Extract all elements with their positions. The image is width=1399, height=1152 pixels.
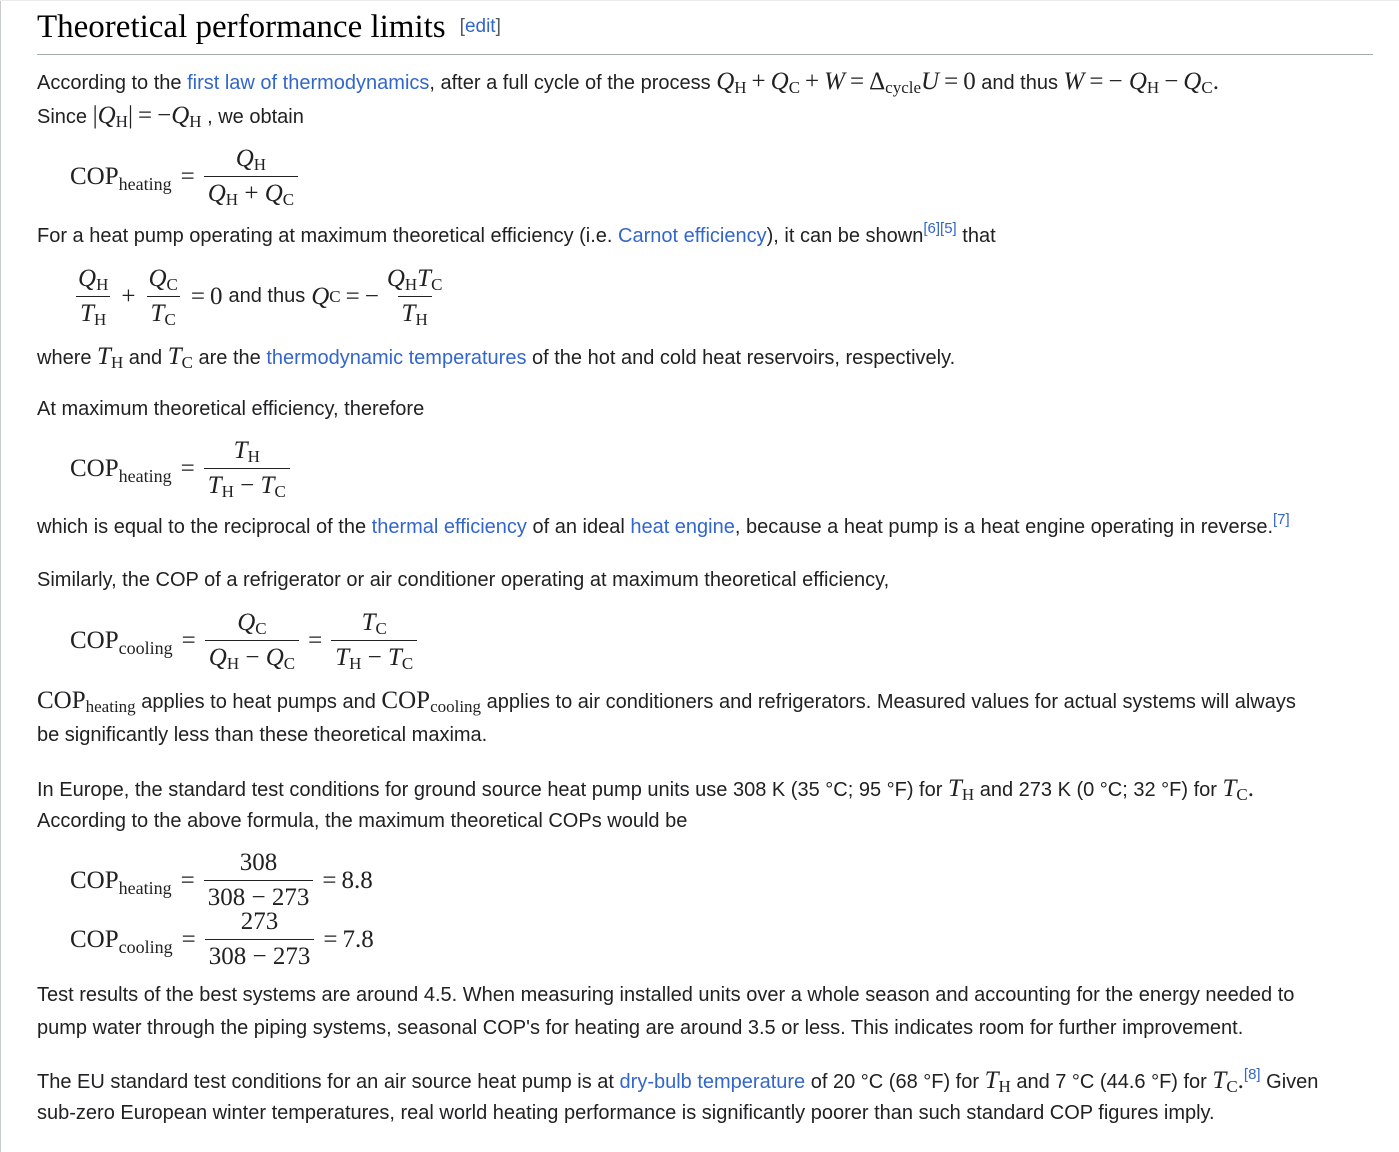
math-work: W = − $Q_H - Q_C$. <box>1063 68 1219 97</box>
paragraph-reciprocal: which is equal to the reciprocal of the thermal efficiency of an ideal heat engine, because a heat pump is a heat engine operating in reverse.[7] <box>37 511 1290 538</box>
edit-section: [edit] <box>459 16 501 37</box>
link-thermodynamic-temperatures[interactable]: thermodynamic temperatures <box>266 347 527 369</box>
paragraph-test-results-2: pump water through the piping systems, seasonal COP's for heating are around 3.5 or less. This indicates room for further improvement. <box>37 1017 1244 1039</box>
paragraph-carnot: For a heat pump operating at maximum theoretical efficiency (i.e. Carnot efficiency), it can be shown[6][5] that <box>37 220 996 247</box>
paragraph-first-law-2: Since $|Q_H| = -Q_H$ , we obtain <box>37 102 304 131</box>
section-title: Theoretical performance limits <box>37 9 446 45</box>
reference-7: [7] <box>1273 511 1290 528</box>
reference-5: [5] <box>940 220 957 237</box>
equation-cop-heating-general: $COP_{heating}$ = $\frac{Q_H}{Q_H + Q_C}$ <box>70 144 302 209</box>
page-border-left <box>0 0 1 1152</box>
section-heading <box>37 6 1373 55</box>
link-thermal-efficiency[interactable]: thermal efficiency <box>371 516 527 538</box>
link-dry-bulb-temperature[interactable]: dry-bulb temperature <box>619 1071 806 1093</box>
equation-cop-heating-numeric: $COP_{heating}$ = $\frac{308}{308 - 273}$ = 8.8 <box>70 849 373 911</box>
link-carnot-efficiency[interactable]: Carnot efficiency <box>618 225 767 247</box>
math-abs-qh: $|Q_H| = -Q_H$ <box>92 102 202 131</box>
reference-6: [6] <box>923 220 941 237</box>
math-cycle: $Q_H + Q_C + W = \Delta_{cycle}U = 0$ <box>716 68 976 97</box>
link-heat-engine[interactable]: heat engine <box>630 516 735 538</box>
equation-cop-heating-carnot: $COP_{heating}$ = $\frac{T_H}{T_H - T_C}$ <box>70 436 294 501</box>
paragraph-applications: $COP_{heating}$ applies to heat pumps and $COP_{cooling}$ applies to air conditioners and refrigerators. Measured values for actual systems will always <box>37 687 1296 716</box>
edit-link[interactable]: edit <box>464 16 496 37</box>
paragraph-applications-2: be significantly less than these theoretical maxima. <box>37 724 488 746</box>
reference-8: [8] <box>1243 1066 1261 1083</box>
paragraph-max-efficiency: At maximum theoretical efficiency, therefore <box>37 398 425 420</box>
equation-cop-cooling-numeric: $COP_{cooling}$ = $\frac{273}{308 - 273}$ = 7.8 <box>70 908 374 970</box>
link-first-law[interactable]: first law of thermodynamics <box>187 72 430 94</box>
paragraph-refrigerator: Similarly, the COP of a refrigerator or air conditioner operating at maximum theoretical efficiency, <box>37 569 890 591</box>
paragraph-test-results: Test results of the best systems are around 4.5. When measuring installed units over a whole season and accounting for the energy needed to <box>37 984 1295 1006</box>
paragraph-europe-ground: In Europe, the standard test conditions for ground source heat pump units use 308 K (35 °C; 95 °F) for $T_H$ and 273 K (0 °C; 32 °F) for $T_C$. <box>37 775 1254 804</box>
paragraph-eu-air-source: The EU standard test conditions for an air source heat pump is at dry-bulb temperature of 20 °C (68 °F) for $T_H$ and 7 °C (44.6 °F) for $T_C.[8]$ Given <box>37 1066 1319 1096</box>
paragraph-thermodynamic-temps: where $T_H$ and $T_C$ are the thermodynamic temperatures of the hot and cold heat reservoirs, respectively. <box>37 343 956 372</box>
equation-carnot-entropy: $\frac{Q_H}{T_H}$ + $\frac{Q_C}{T_C}$ = 0 and thus Q C = − $\frac{Q_HT_C}{T_H}$ <box>78 265 443 329</box>
paragraph-eu-air-source-2: sub-zero European winter temperatures, real world heating performance is significantly poorer than such standard COP figures imply. <box>37 1102 1215 1124</box>
paragraph-first-law: According to the first law of thermodynamics, after a full cycle of the process $Q_H + Q_C + W = \Delta_{cycle}U = 0$ and thus W = − $Q_H - Q_C$. <box>37 68 1219 97</box>
page-border-top <box>0 0 1399 1</box>
paragraph-europe-ground-2: According to the above formula, the maximum theoretical COPs would be <box>37 810 688 832</box>
equation-cop-cooling: $COP_{cooling}$ = $\frac{Q_C}{Q_H - Q_C}$ = $\frac{T_C}{T_H - T_C}$ <box>70 608 421 673</box>
